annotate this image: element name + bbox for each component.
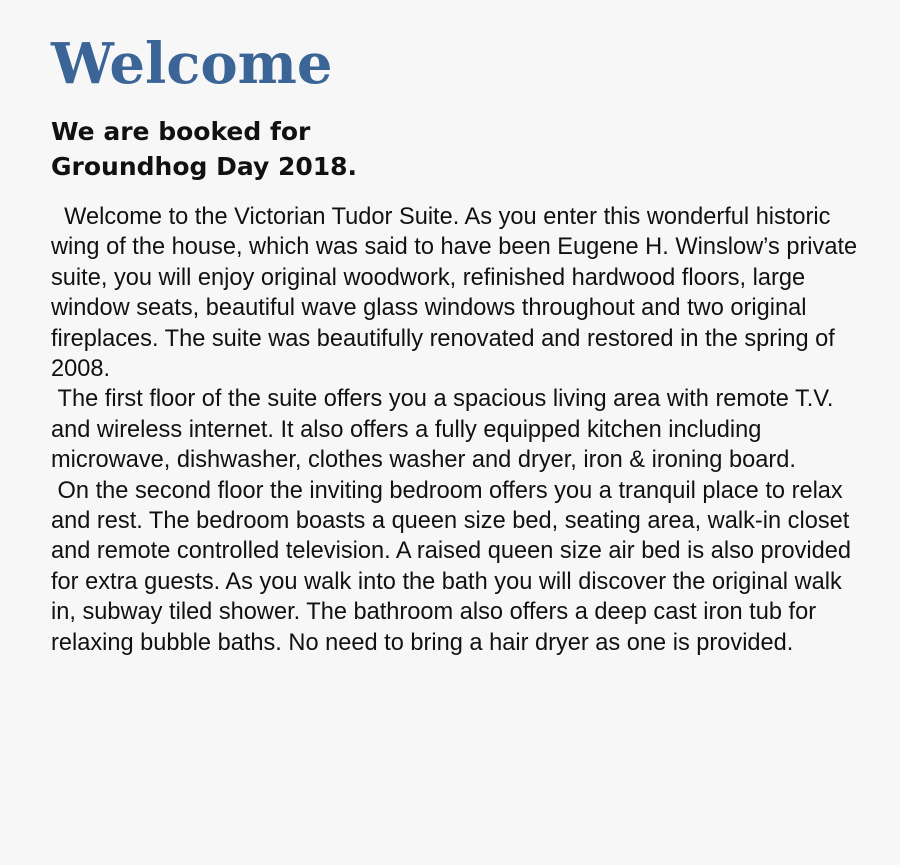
paragraph-second-floor: On the second floor the inviting bedroom offers you a tranquil place to relax and rest. The bedroom boasts a queen size bed, seating area, walk-in closet and remote controlled television. A raised queen size air bed is also provided for extra guests. As you walk into the bath you will discover the original walk in, subway tiled shower. The bathroom also offers a deep cast iron tub for relaxing bubble baths. No need to bring a hair dryer as one is provided. [51, 477, 852, 656]
booking-notice-line-1: We are booked for [51, 117, 311, 146]
page-title: Welcome [51, 31, 333, 97]
booking-notice-line-2: Groundhog Day 2018. [51, 152, 358, 181]
paragraph-intro: Welcome to the Victorian Tudor Suite. As you enter this wonderful historic wing of the house, which was said to have been Eugene H. Winslow’s private suite, you will enjoy original woodwork, refinished hardwood floors, large window seats, beautiful wave glass windows throughout and two original fireplaces. The suite was beautifully renovated and restored in the spring of 2008. [51, 204, 858, 383]
suite-description [51, 202, 866, 658]
booking-notice [51, 114, 866, 184]
page-content [51, 30, 866, 658]
paragraph-first-floor: The first floor of the suite offers you a spacious living area with remote T.V. and wireless internet. It also offers a fully equipped kitchen including microwave, dishwasher, clothes washer and dryer, iron & ironing board. [51, 386, 834, 474]
